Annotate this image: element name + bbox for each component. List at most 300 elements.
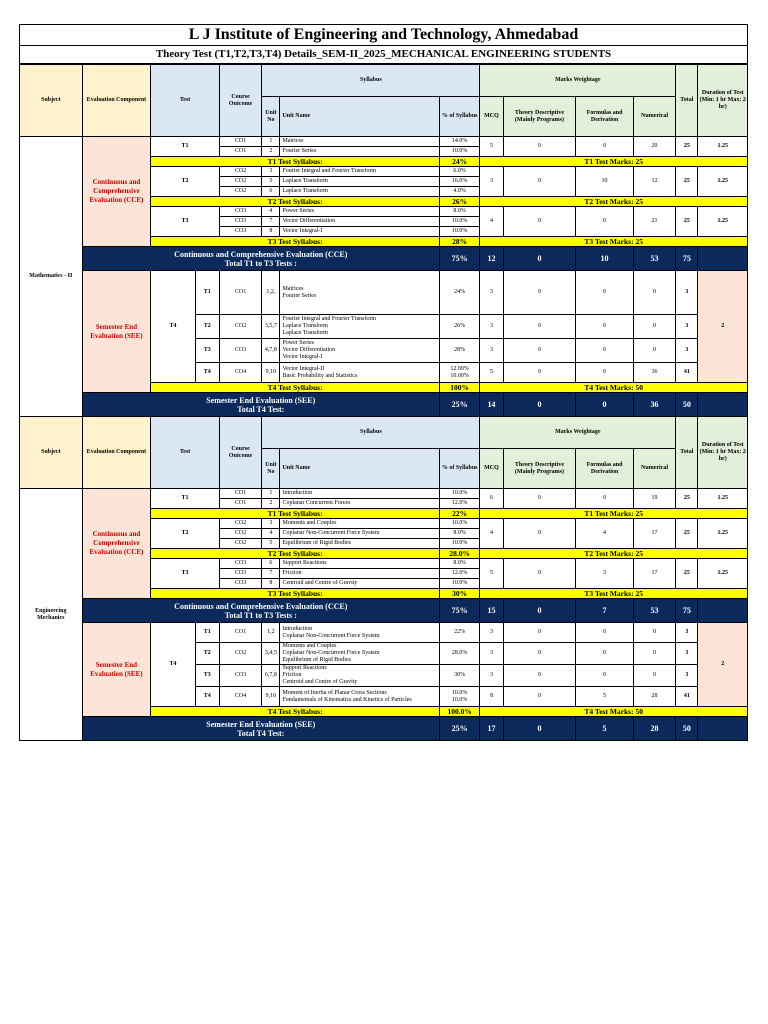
total: 3 [676,623,698,643]
cce-total-formulas: 10 [576,247,634,271]
theory: 0 [503,339,576,363]
course-outcome: CO1 [219,489,261,499]
subject-name: Engineering Mechanics [20,489,83,741]
cell-line: Support Reactions [282,665,327,671]
header-course-outcome: Course Outcome [219,65,261,137]
see-total-mcq: 14 [480,393,503,417]
see-total-formulas: 5 [576,717,634,741]
duration: 1.25 [698,559,748,589]
page-title: L J Institute of Engineering and Technology, Ahmedabad [19,24,748,46]
mcq: 3 [480,339,503,363]
formulas: 4 [576,519,634,549]
cce-total-numerical: 53 [633,247,675,271]
unit-name: Equilibrium of Rigid Bodies [280,539,440,549]
unit-no: 7 [262,217,280,227]
formulas: 0 [576,489,634,509]
cce-total-row [20,599,748,623]
cce-total-blank [698,599,748,623]
total: 25 [676,167,698,197]
numerical: 20 [633,137,675,157]
cell-line: Matrices [282,285,304,292]
pct-syllabus: 28% [439,339,479,363]
test-syllabus-pct: 100.0% [439,707,479,717]
duration: 1.25 [698,489,748,509]
unit-no: 6,7,8 [262,665,280,687]
test-id: T2 [151,167,220,197]
see-total-blank [698,393,748,417]
course-outcome: CO1 [219,271,261,315]
total: 25 [676,559,698,589]
numerical: 36 [633,363,675,383]
evaluation-cce: Continuous and Comprehensive Evaluation (CCE) [82,489,151,599]
header-unit-no: Unit No [262,97,280,137]
see-total-blank [698,717,748,741]
unit-name [280,315,440,339]
test-syllabus-pct: 22% [439,509,479,519]
formulas: 10 [576,167,634,197]
test-marks-label: T4 Test Marks: 50 [480,383,748,393]
course-outcome: CO2 [219,177,261,187]
test-syllabus-pct: 28.0% [439,549,479,559]
cce-total-label [82,247,439,271]
unit-no: 3,4,5 [262,643,280,665]
evaluation-see: Semester End Evaluation (SEE) [82,623,151,717]
schedule-table [19,64,748,741]
mcq: 6 [480,489,503,509]
course-outcome: CO2 [219,529,261,539]
pct-syllabus: 30% [439,665,479,687]
sub-test-id: T2 [195,643,219,665]
course-outcome: CO1 [219,623,261,643]
course-outcome: CO3 [219,579,261,589]
unit-no: 1 [262,489,280,499]
cce-total-row [20,247,748,271]
unit-name: Matrices [280,137,440,147]
header-unit-name: Unit Name [280,97,440,137]
header-syllabus: Syllabus [262,417,480,449]
unit-no: 9,10 [262,363,280,383]
cell-line: Total T4 Test: [237,728,285,738]
test-syllabus-pct: 100% [439,383,479,393]
pct-syllabus: 10.0% [439,519,479,529]
unit-name: Support Reactions [280,559,440,569]
mcq: 4 [480,519,503,549]
unit-no: 1,2, [262,271,280,315]
formulas: 0 [576,315,634,339]
theory: 0 [503,559,576,589]
test-syllabus-pct: 26% [439,197,479,207]
cell-line: Moment of Inertia of Planar Cross Sections [282,689,387,696]
unit-no: 1 [262,137,280,147]
unit-name [280,643,440,665]
test-id: T3 [151,207,220,237]
header-row [20,417,748,449]
cce-total-numerical: 53 [633,599,675,623]
test-syllabus-pct: 30% [439,589,479,599]
cce-total-theory: 0 [503,247,576,271]
header-pct-syllabus: % of Syllabus [439,449,479,489]
numerical: 0 [633,271,675,315]
test-syllabus-label: T4 Test Syllabus: [151,707,440,717]
cell-line: 10.0% [451,696,468,703]
cell-line: Fundamentals of Kinematics and Kinetics of Particles [282,696,412,703]
formulas: 0 [576,623,634,643]
pct-syllabus: 28.0% [439,643,479,665]
pct-syllabus: 16.0% [439,177,479,187]
header-subject: Subject [20,65,83,137]
unit-no: 2 [262,499,280,509]
unit-name [280,665,440,687]
pct-syllabus: 14.0% [439,137,479,147]
test-syllabus-label: T2 Test Syllabus: [151,197,440,207]
header-marks-weightage: Marks Weightage [480,65,676,97]
header-row [20,65,748,97]
cce-total-theory: 0 [503,599,576,623]
cell-line: Laplace Transform [282,330,328,336]
formulas: 0 [576,271,634,315]
total: 3 [676,643,698,665]
see-total-theory: 0 [503,717,576,741]
course-outcome: CO3 [219,665,261,687]
unit-name [280,687,440,707]
cell-line: Total T4 Test: [237,404,285,414]
cce-total-pct: 75% [439,247,479,271]
table-row [20,489,748,499]
unit-no: 6 [262,559,280,569]
pct-syllabus: 22% [439,623,479,643]
theory: 0 [503,643,576,665]
exam-schedule-sheet [19,24,748,741]
pct-syllabus: 12.0% [439,499,479,509]
total: 3 [676,665,698,687]
theory: 0 [503,665,576,687]
unit-name: Friction [280,569,440,579]
total: 3 [676,339,698,363]
cce-total-label [82,599,439,623]
header-unit-no: Unit No [262,449,280,489]
course-outcome: CO4 [219,687,261,707]
theory: 0 [503,315,576,339]
total: 25 [676,519,698,549]
course-outcome: CO2 [219,643,261,665]
duration: 2 [698,623,748,707]
unit-name [280,271,440,315]
unit-no: 7 [262,569,280,579]
unit-name: Fourier Integral and Fourier Transform [280,167,440,177]
cell-line: Moments and Couples [282,643,337,649]
test-marks-label: T3 Test Marks: 25 [480,589,748,599]
cell-line: Vector Integral-II [282,365,325,372]
see-total-formulas: 0 [576,393,634,417]
cell-line: Coplanar Non-Concurrent Force System [282,650,380,656]
unit-no: 2 [262,147,280,157]
sub-test-id: T2 [195,315,219,339]
test-syllabus-label: T2 Test Syllabus: [151,549,440,559]
unit-name: Laplace Transform [280,177,440,187]
header-duration: Duration of Test (Min: 1 hr Max: 2 hr) [698,65,748,137]
cce-total-mcq: 15 [480,599,503,623]
cell-line: Fourier Integral and Fourier Transform [282,316,377,322]
cell-line: Continuous and Comprehensive Evaluation (CCE) [174,249,348,259]
sub-test-id: T3 [195,665,219,687]
test-syllabus-pct: 24% [439,157,479,167]
table-row [20,623,748,643]
cce-total-formulas: 7 [576,599,634,623]
unit-no: 4 [262,529,280,539]
mcq: 5 [480,363,503,383]
cell-line: 10.00% [450,372,469,379]
cell-line: 12.00% [450,365,469,372]
pct-syllabus: 10.0% [439,227,479,237]
course-outcome: CO2 [219,167,261,177]
formulas: 0 [576,339,634,363]
course-outcome: CO2 [219,187,261,197]
header-numerical: Numerical [633,97,675,137]
unit-no: 5 [262,177,280,187]
test-syllabus-pct: 28% [439,237,479,247]
cell-line: 10.0% [451,689,468,696]
numerical: 0 [633,315,675,339]
header-formulas: Formulas and Derivation [576,97,634,137]
cell-line: Fourier Series [282,292,317,299]
test-marks-label: T4 Test Marks: 50 [480,707,748,717]
numerical: 0 [633,665,675,687]
header-duration: Duration of Test (Min: 1 hr Max: 2 hr) [698,417,748,489]
evaluation-see: Semester End Evaluation (SEE) [82,271,151,393]
numerical: 0 [633,339,675,363]
numerical: 12 [633,167,675,197]
cell-line: Vector Differentiation [282,347,336,353]
total: 41 [676,687,698,707]
test-id: T4 [151,271,195,383]
course-outcome: CO1 [219,499,261,509]
unit-name [280,339,440,363]
test-syllabus-label: T3 Test Syllabus: [151,237,440,247]
header-pct-syllabus: % of Syllabus [439,97,479,137]
table-row [20,271,748,315]
see-total-row [20,393,748,417]
mcq: 3 [480,167,503,197]
unit-name: Introduction [280,489,440,499]
unit-name: Moments and Couples [280,519,440,529]
duration: 1.25 [698,207,748,237]
numerical: 19 [633,489,675,509]
numerical: 0 [633,643,675,665]
see-total-label [82,717,439,741]
unit-name: Laplace Transform [280,187,440,197]
theory: 0 [503,519,576,549]
total: 25 [676,489,698,509]
duration: 1.25 [698,519,748,549]
test-id: T1 [151,137,220,157]
unit-no: 3 [262,519,280,529]
page-subtitle: Theory Test (T1,T2,T3,T4) Details_SEM-II_2025_MECHANICAL ENGINEERING STUDENTS [19,46,748,64]
header-marks-weightage: Marks Weightage [480,417,676,449]
unit-name: Fourier Series [280,147,440,157]
theory: 0 [503,207,576,237]
pct-syllabus: 8.0% [439,529,479,539]
test-syllabus-label: T4 Test Syllabus: [151,383,440,393]
header-theory: Theory Descriptive (Mainly Programs) [503,449,576,489]
pct-syllabus: 10.0% [439,539,479,549]
see-total-mcq: 17 [480,717,503,741]
unit-no: 3,5,7 [262,315,280,339]
unit-no: 3 [262,167,280,177]
unit-name: Coplanar Non-Concurrent Force System [280,529,440,539]
duration: 1.25 [698,167,748,197]
unit-no: 1,2 [262,623,280,643]
cell-line: Equilibrium of Rigid Bodies [282,657,351,663]
pct-syllabus: 6.0% [439,167,479,177]
see-total-pct: 25% [439,393,479,417]
header-syllabus: Syllabus [262,65,480,97]
unit-no: 6 [262,187,280,197]
course-outcome: CO3 [219,217,261,227]
cell-line: Power Series [282,340,314,346]
mcq: 3 [480,665,503,687]
see-total-theory: 0 [503,393,576,417]
duration: 1.25 [698,137,748,157]
theory: 0 [503,489,576,509]
formulas: 0 [576,363,634,383]
evaluation-cce: Continuous and Comprehensive Evaluation (CCE) [82,137,151,247]
pct-syllabus: 10.0% [439,489,479,499]
course-outcome: CO3 [219,339,261,363]
header-course-outcome: Course Outcome [219,417,261,489]
mcq: 3 [480,315,503,339]
see-total-numerical: 28 [633,717,675,741]
formulas: 3 [576,559,634,589]
header-evaluation-component: Evaluation Component [82,65,151,137]
course-outcome: CO2 [219,315,261,339]
header-subject: Subject [20,417,83,489]
pct-syllabus: 8.0% [439,559,479,569]
sub-test-id: T4 [195,687,219,707]
test-syllabus-label: T1 Test Syllabus: [151,509,440,519]
mcq: 5 [480,559,503,589]
cce-total-mcq: 12 [480,247,503,271]
test-id: T2 [151,519,220,549]
test-marks-label: T2 Test Marks: 25 [480,197,748,207]
course-outcome: CO1 [219,147,261,157]
cell-line: Total T1 to T3 Tests : [224,258,297,268]
numerical: 0 [633,623,675,643]
cell-line: Basic Probability and Statistics [282,372,358,379]
mcq: 5 [480,137,503,157]
header-test: Test [151,65,220,137]
cell-line: Laplace Transform [282,323,328,329]
see-total-label [82,393,439,417]
total: 25 [676,137,698,157]
header-numerical: Numerical [633,449,675,489]
unit-no: 8 [262,579,280,589]
mcq: 3 [480,623,503,643]
unit-no: 4 [262,207,280,217]
course-outcome: CO3 [219,559,261,569]
course-outcome: CO3 [219,207,261,217]
unit-no: 4,7,8 [262,339,280,363]
theory: 0 [503,623,576,643]
unit-name [280,623,440,643]
unit-no: 5 [262,539,280,549]
cce-total-pct: 75% [439,599,479,623]
test-syllabus-label: T1 Test Syllabus: [151,157,440,167]
course-outcome: CO3 [219,227,261,237]
formulas: 0 [576,137,634,157]
pct-syllabus: 10.0% [439,147,479,157]
unit-no: 9,10 [262,687,280,707]
table-row [20,137,748,147]
unit-name: Centroid and Centre of Gravity [280,579,440,589]
theory: 0 [503,363,576,383]
header-formulas: Formulas and Derivation [576,449,634,489]
test-id: T4 [151,623,195,707]
see-total-row [20,717,748,741]
cell-line: Continuous and Comprehensive Evaluation (CCE) [174,601,348,611]
formulas: 5 [576,687,634,707]
pct-syllabus [439,363,479,383]
numerical: 17 [633,519,675,549]
numerical: 21 [633,207,675,237]
subject-name: Mathematics - II [20,137,83,417]
see-total-numerical: 36 [633,393,675,417]
numerical: 28 [633,687,675,707]
course-outcome: CO3 [219,569,261,579]
theory: 0 [503,137,576,157]
cell-line: Semester End Evaluation (SEE) [206,719,316,729]
header-mcq: MCQ [480,97,503,137]
sub-test-id: T3 [195,339,219,363]
unit-name: Vector Differentiation [280,217,440,227]
course-outcome: CO1 [219,137,261,147]
header-unit-name: Unit Name [280,449,440,489]
test-marks-label: T1 Test Marks: 25 [480,509,748,519]
total: 25 [676,207,698,237]
formulas: 0 [576,207,634,237]
cell-line: Total T1 to T3 Tests : [224,610,297,620]
formulas: 0 [576,665,634,687]
duration: 2 [698,271,748,383]
unit-no: 8 [262,227,280,237]
cell-line: Friction [282,672,302,678]
pct-syllabus [439,687,479,707]
total: 3 [676,271,698,315]
unit-name: Vector Integral-I [280,227,440,237]
see-total-pct: 25% [439,717,479,741]
test-marks-label: T3 Test Marks: 25 [480,237,748,247]
see-total-total: 50 [676,717,698,741]
pct-syllabus: 8.0% [439,207,479,217]
pct-syllabus: 4.0% [439,187,479,197]
sub-test-id: T1 [195,271,219,315]
see-total-total: 50 [676,393,698,417]
header-total: Total [676,65,698,137]
test-marks-label: T2 Test Marks: 25 [480,549,748,559]
pct-syllabus: 26% [439,315,479,339]
unit-name: Power Series [280,207,440,217]
mcq: 3 [480,271,503,315]
cell-line: Introduction [282,625,313,632]
header-test: Test [151,417,220,489]
theory: 0 [503,271,576,315]
header-evaluation-component: Evaluation Component [82,417,151,489]
cell-line: Centroid and Centre of Gravity [282,679,358,685]
header-total: Total [676,417,698,489]
cce-total-total: 75 [676,247,698,271]
course-outcome: CO2 [219,539,261,549]
numerical: 17 [633,559,675,589]
cce-total-blank [698,247,748,271]
